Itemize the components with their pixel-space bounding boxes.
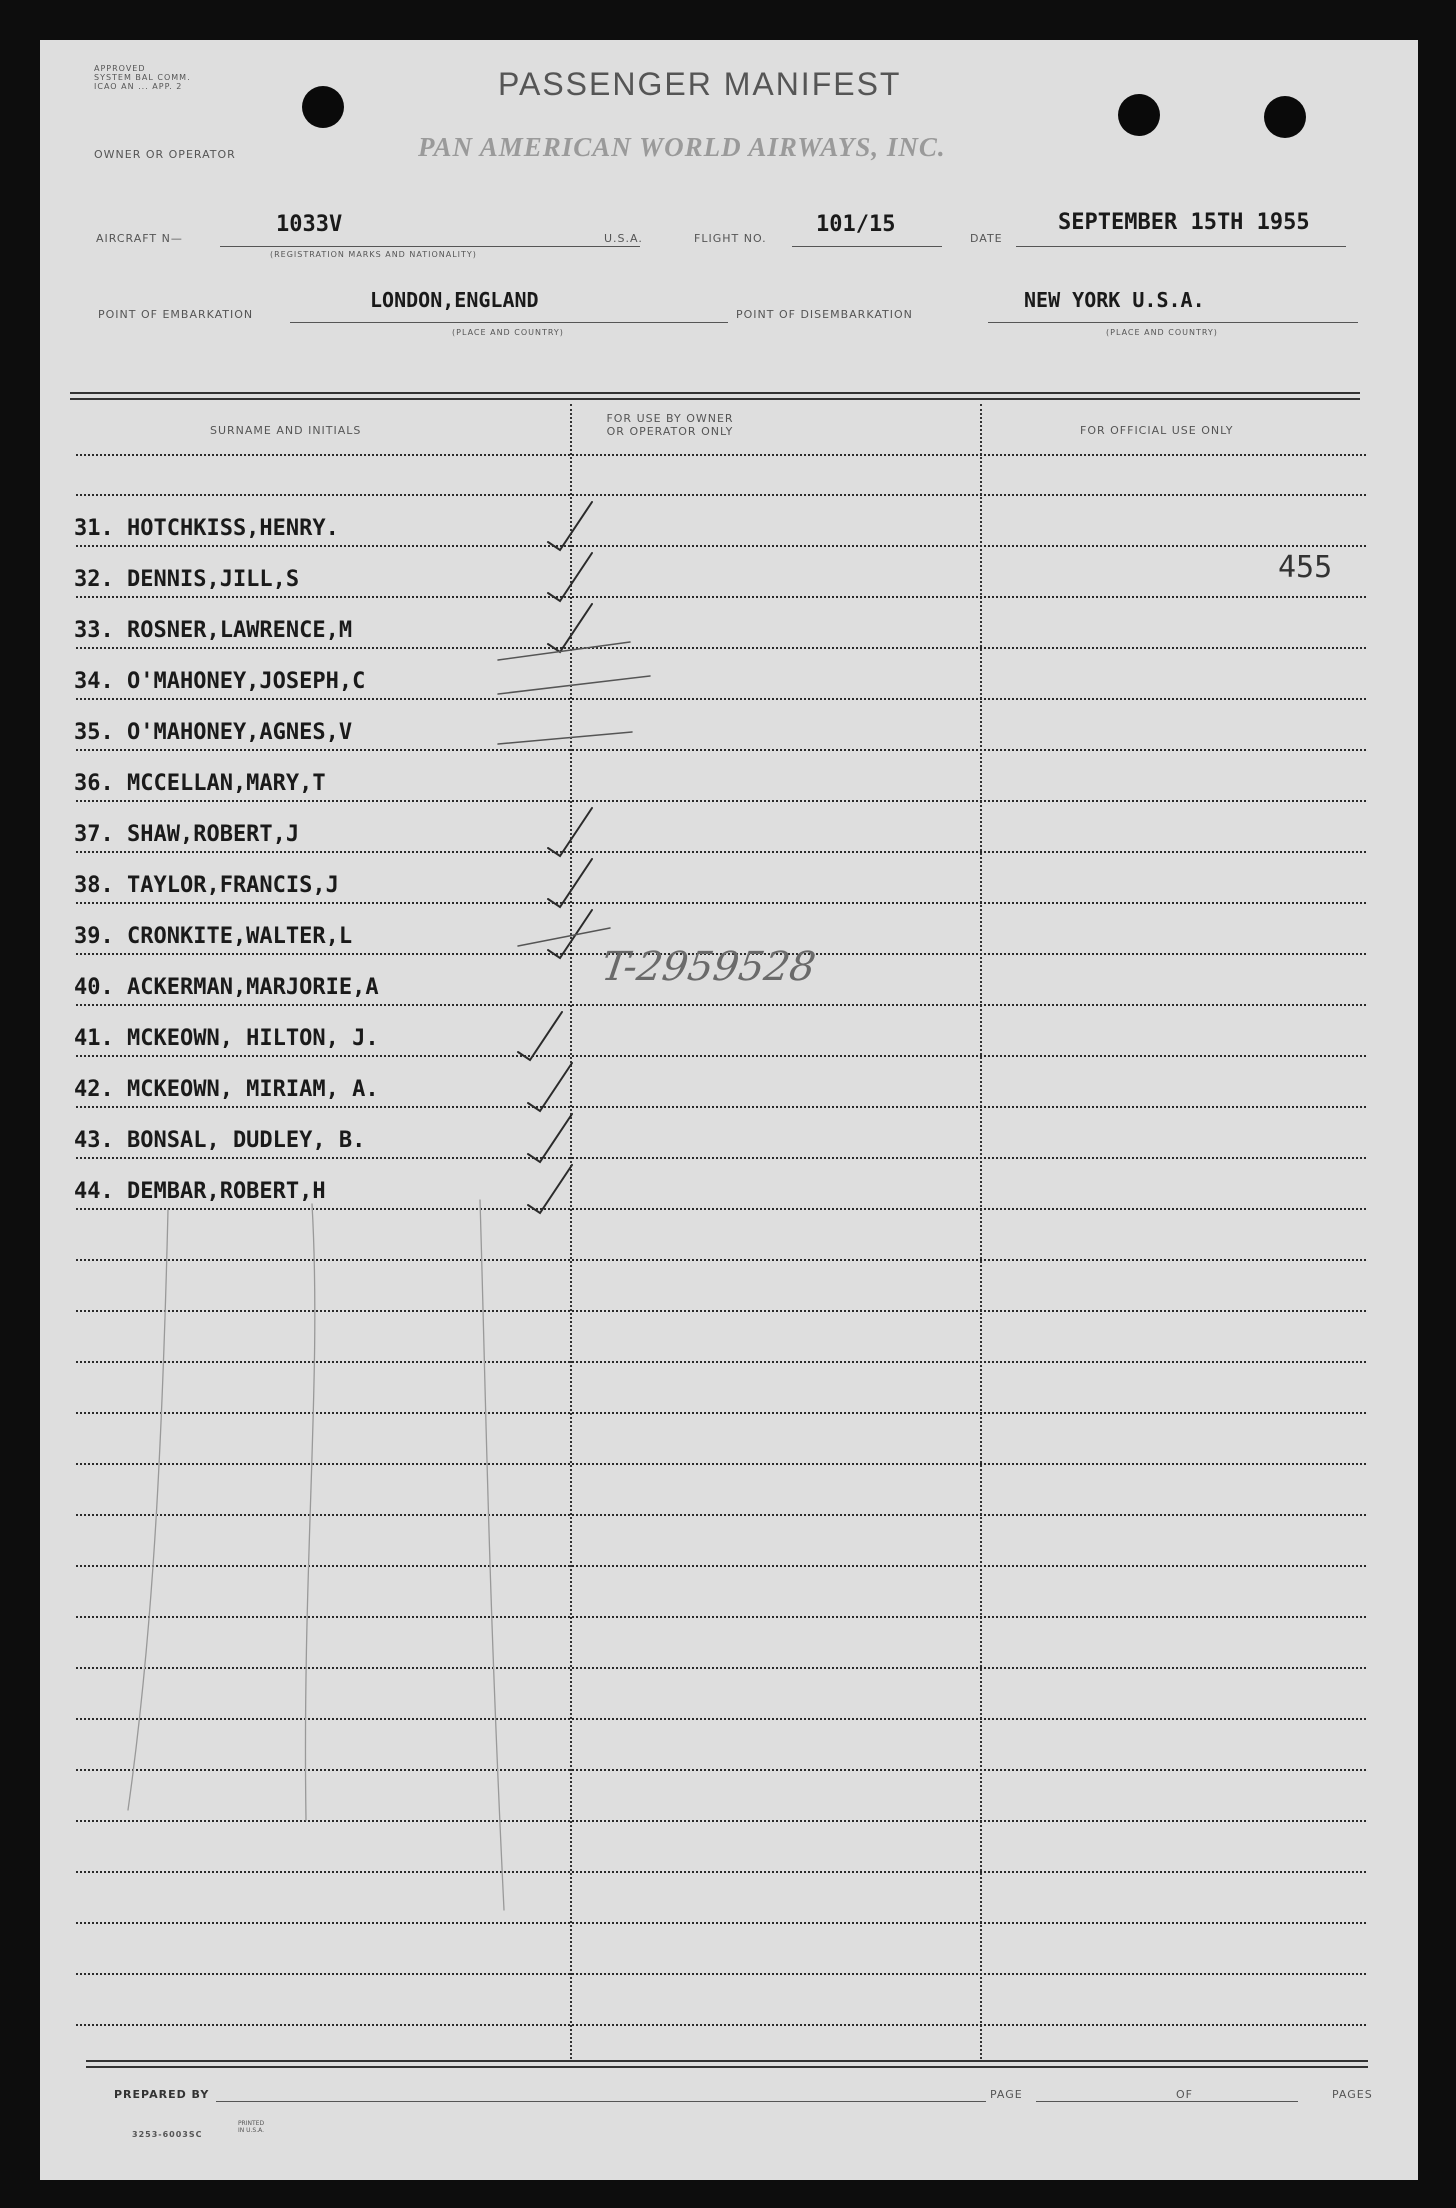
check-mark [518, 1012, 562, 1060]
prepared-by-underline [216, 2101, 986, 2102]
strike-line [498, 676, 650, 694]
pencil-line [480, 1200, 504, 1910]
approval-line-2: SYSTEM BAL COMM. [94, 73, 191, 82]
passenger-entry: 41. MCKEOWN, HILTON, J. [74, 1026, 379, 1051]
check-mark [528, 1165, 572, 1213]
bottom-rule [86, 2066, 1368, 2068]
operator-name: PAN AMERICAN WORLD AIRWAYS, INC. [418, 132, 946, 162]
passenger-entry: 34. O'MAHONEY,JOSEPH,C [74, 669, 366, 694]
check-mark [548, 859, 592, 907]
check-mark [548, 553, 592, 601]
official-note: 455 [1278, 550, 1333, 585]
passenger-entry: 44. DEMBAR,ROBERT,H [74, 1179, 326, 1204]
bottom-rule [86, 2060, 1368, 2062]
pencil-line [128, 1210, 168, 1810]
check-mark [548, 910, 592, 958]
pencil-line [305, 1204, 314, 1820]
approval-line-1: APPROVED [94, 64, 146, 73]
check-mark [548, 808, 592, 856]
disembark-value: NEW YORK U.S.A. [1024, 288, 1205, 312]
passenger-entry: 37. SHAW,ROBERT,J [74, 822, 300, 847]
surname-column-header: SURNAME AND INITIALS [210, 424, 362, 437]
passenger-entry: 38. TAYLOR,FRANCIS,J [74, 873, 339, 898]
of-label: OF [1176, 2088, 1193, 2101]
embark-value: LONDON,ENGLAND [370, 288, 539, 312]
disembark-label: POINT OF DISEMBARKATION [736, 308, 913, 321]
passenger-entry: 39. CRONKITE,WALTER,L [74, 924, 353, 949]
aircraft-label: AIRCRAFT N— [96, 232, 183, 245]
check-mark [528, 1063, 572, 1111]
manifest-sheet [40, 40, 1418, 2180]
page-underline [1036, 2101, 1206, 2102]
passenger-entry: 43. BONSAL, DUDLEY, B. [74, 1128, 366, 1153]
prepared-by-label: PREPARED BY [114, 2088, 210, 2101]
embark-label: POINT OF EMBARKATION [98, 308, 254, 321]
approval-line-3: ICAO AN ... APP. 2 [94, 82, 183, 91]
flight-label: FLIGHT NO. [694, 232, 767, 245]
check-mark [528, 1114, 572, 1162]
owner-label: OWNER OR OPERATOR [94, 148, 236, 161]
date-label: DATE [970, 232, 1003, 245]
date-value: SEPTEMBER 15TH 1955 [1058, 210, 1310, 235]
owner-use-line-2: OR OPERATOR ONLY [606, 425, 734, 438]
passenger-entry: 31. HOTCHKISS,HENRY. [74, 516, 339, 541]
owner-use-line-1: FOR USE BY OWNER [606, 412, 734, 425]
passport-note: T-2959528 [598, 944, 819, 990]
handwritten-marks [40, 40, 1418, 2180]
disembark-hint: (PLACE AND COUNTRY) [1106, 328, 1218, 337]
form-code: 3253-6003SC [132, 2130, 203, 2139]
embark-hint: (PLACE AND COUNTRY) [452, 328, 564, 337]
passenger-entry: 42. MCKEOWN, MIRIAM, A. [74, 1077, 379, 1102]
of-underline [1204, 2101, 1298, 2102]
passenger-entry: 32. DENNIS,JILL,S [74, 567, 300, 592]
passenger-entry: 36. MCCELLAN,MARY,T [74, 771, 326, 796]
usa-label: U.S.A. [604, 232, 643, 245]
official-use-column-header: FOR OFFICIAL USE ONLY [1080, 424, 1234, 437]
aircraft-value: 1033V [276, 212, 343, 237]
strike-line [518, 928, 610, 946]
strike-line [498, 732, 632, 744]
printed-in-usa: PRINTED IN U.S.A. [237, 2120, 265, 2134]
check-mark [548, 604, 592, 652]
page-label: PAGE [990, 2088, 1023, 2101]
manifest-title: PASSENGER MANIFEST [498, 66, 902, 102]
registration-hint: (REGISTRATION MARKS AND NATIONALITY) [270, 250, 477, 259]
passenger-entry: 35. O'MAHONEY,AGNES,V [74, 720, 353, 745]
pages-label: PAGES [1332, 2088, 1373, 2101]
passenger-entry: 40. ACKERMAN,MARJORIE,A [74, 975, 379, 1000]
flight-value: 101/15 [816, 212, 896, 237]
passenger-entry: 33. ROSNER,LAWRENCE,M [74, 618, 353, 643]
check-mark [548, 502, 592, 550]
